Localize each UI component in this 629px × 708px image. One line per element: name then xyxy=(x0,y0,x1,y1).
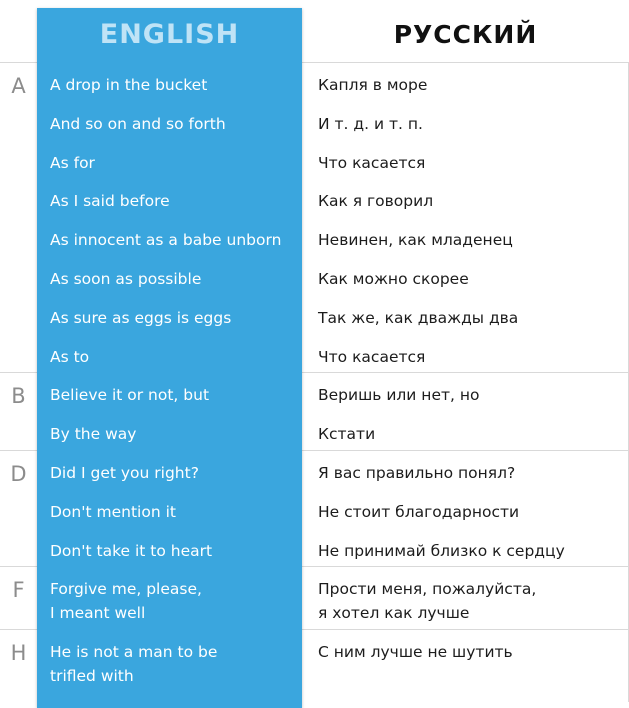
russian-phrase: Невинен, как младенец xyxy=(318,231,513,250)
phrase-row xyxy=(0,489,629,528)
russian-phrase: Не принимай близко к сердцу xyxy=(318,541,565,560)
russian-phrase: Капля в море xyxy=(318,76,428,94)
russian-phrase: Что касается xyxy=(318,347,426,366)
phrase-row xyxy=(0,62,629,101)
russian-phrase: Как можно скорее xyxy=(318,270,469,288)
english-phrase: Don't mention it xyxy=(50,502,176,521)
english-phrase: By the way xyxy=(50,425,137,444)
phrase-row xyxy=(0,566,629,629)
english-phrase: As soon as possible xyxy=(50,270,202,288)
phrase-row xyxy=(0,140,629,179)
phrase-row xyxy=(0,372,629,411)
phrase-row xyxy=(0,629,629,692)
english-phrase: Don't take it to heart xyxy=(50,541,213,560)
english-phrase: Forgive me, please, I meant well xyxy=(50,580,202,623)
english-phrase: And so on and so forth xyxy=(50,114,226,133)
phrase-row xyxy=(0,411,629,450)
phrase-row xyxy=(0,450,629,489)
group-letter: F xyxy=(12,578,25,603)
english-phrase: As to xyxy=(50,347,90,366)
russian-phrase: Так же, как дважды два xyxy=(318,308,519,327)
group-letter: H xyxy=(10,641,27,666)
english-phrase: As sure as eggs is eggs xyxy=(50,308,232,327)
english-phrase: As for xyxy=(50,153,95,172)
group-letter: A xyxy=(11,74,26,98)
english-header: ENGLISH xyxy=(99,19,240,50)
phrase-row xyxy=(0,334,629,373)
english-phrase: Believe it or not, but xyxy=(50,386,210,405)
russian-phrase: Я вас правильно понял? xyxy=(318,464,516,482)
group-letter: D xyxy=(10,462,27,486)
russian-phrase: С ним лучше не шутить xyxy=(318,643,513,662)
russian-header: РУССКИЙ xyxy=(393,20,538,49)
english-phrase: A drop in the bucket xyxy=(50,76,208,94)
phrase-row xyxy=(0,178,629,217)
phrase-row xyxy=(0,528,629,567)
russian-phrase: Не стоит благодарности xyxy=(318,502,520,521)
english-phrase: As I said before xyxy=(50,192,170,211)
english-phrase: As innocent as a babe unborn xyxy=(50,231,282,250)
russian-phrase: Веришь или нет, но xyxy=(318,386,480,405)
russian-phrase: Что касается xyxy=(318,153,426,172)
phrase-row xyxy=(0,217,629,256)
group-letter: B xyxy=(11,384,26,409)
english-phrase: Did I get you right? xyxy=(50,464,199,482)
phrase-row xyxy=(0,256,629,295)
english-phrase: He is not a man to be trifled with xyxy=(50,643,218,686)
phrase-row xyxy=(0,295,629,334)
phrase-row xyxy=(0,101,629,140)
russian-phrase: Прости меня, пожалуйста, я хотел как лучше xyxy=(318,580,537,623)
russian-phrase: Как я говорил xyxy=(318,192,434,211)
russian-phrase: И т. д. и т. п. xyxy=(318,114,423,133)
russian-phrase: Кстати xyxy=(318,425,376,444)
